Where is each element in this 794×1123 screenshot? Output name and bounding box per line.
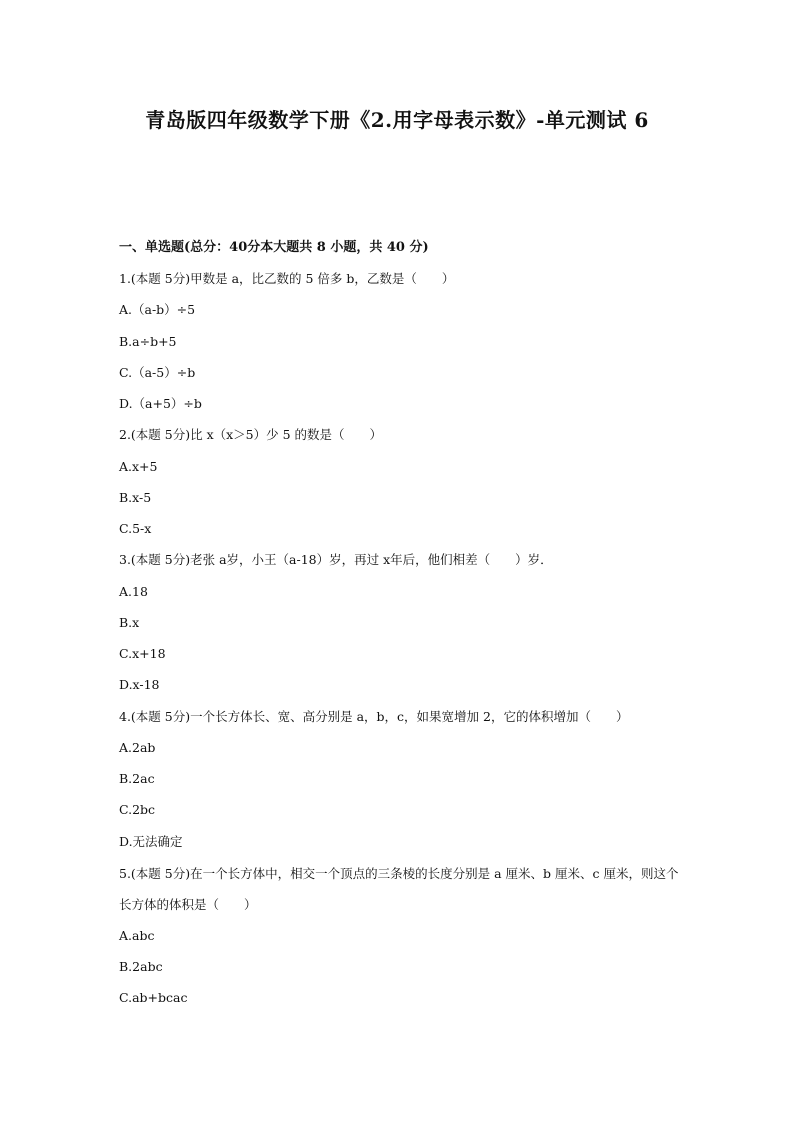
question-5-option-b: B.2abc [119, 959, 163, 974]
question-3-option-a: A.18 [119, 583, 148, 599]
question-5-option-c: C.ab+bcac [119, 990, 188, 1006]
question-1-option-a: A.（a-b）÷5 [119, 302, 196, 318]
question-2-option-b: B.x-5 [119, 489, 152, 505]
section-heading: 一、单选题(总分：40分本大题共 8 小题，共 40 分) [119, 240, 429, 255]
question-5-stem: 5.(本题 5分)在一个长方体中，相交一个顶点的三条棱的长度分别是 a 厘米、b 厘米、c 厘米，则这个长方体的体积是（ ） [119, 865, 679, 912]
document-body [119, 238, 679, 1020]
document-title: 青岛版四年级数学下册《2.用字母表示数》-单元测试 6 [145, 108, 649, 132]
question-3-option-d: D.x-18 [119, 677, 160, 693]
question-4-option-a: A.2ab [119, 739, 156, 755]
question-2-stem: 2.(本题 5分)比 x（x＞5）少 5 的数是（ ） [119, 427, 383, 443]
question-2-option-c: C.5-x [119, 521, 152, 536]
question-4-option-b: B.2ac [119, 771, 155, 786]
question-4-option-d: D.无法确定 [119, 833, 183, 849]
question-4-stem: 4.(本题 5分)一个长方体长、宽、高分别是 a，b，c，如果宽增加 2，它的体积增加（ ） [119, 708, 629, 724]
question-1-option-b: B.a÷b+5 [119, 333, 177, 349]
question-2-option-a: A.x+5 [119, 458, 158, 474]
question-3-stem: 3.(本题 5分)老张 a岁，小王（a-18）岁，再过 x年后，他们相差（ ）岁． [119, 552, 553, 568]
question-4-option-c: C.2bc [119, 802, 156, 818]
question-3-option-c: C.x+18 [119, 646, 166, 661]
question-1-stem: 1.(本题 5分)甲数是 a，比乙数的 5 倍多 b，乙数是（ ） [119, 271, 455, 286]
question-5-option-a: A.abc [119, 927, 155, 943]
question-3-option-b: B.x [119, 614, 140, 630]
question-1-option-c: C.（a-5）÷b [119, 364, 196, 380]
question-1-option-d: D.（a+5）÷b [119, 396, 202, 411]
